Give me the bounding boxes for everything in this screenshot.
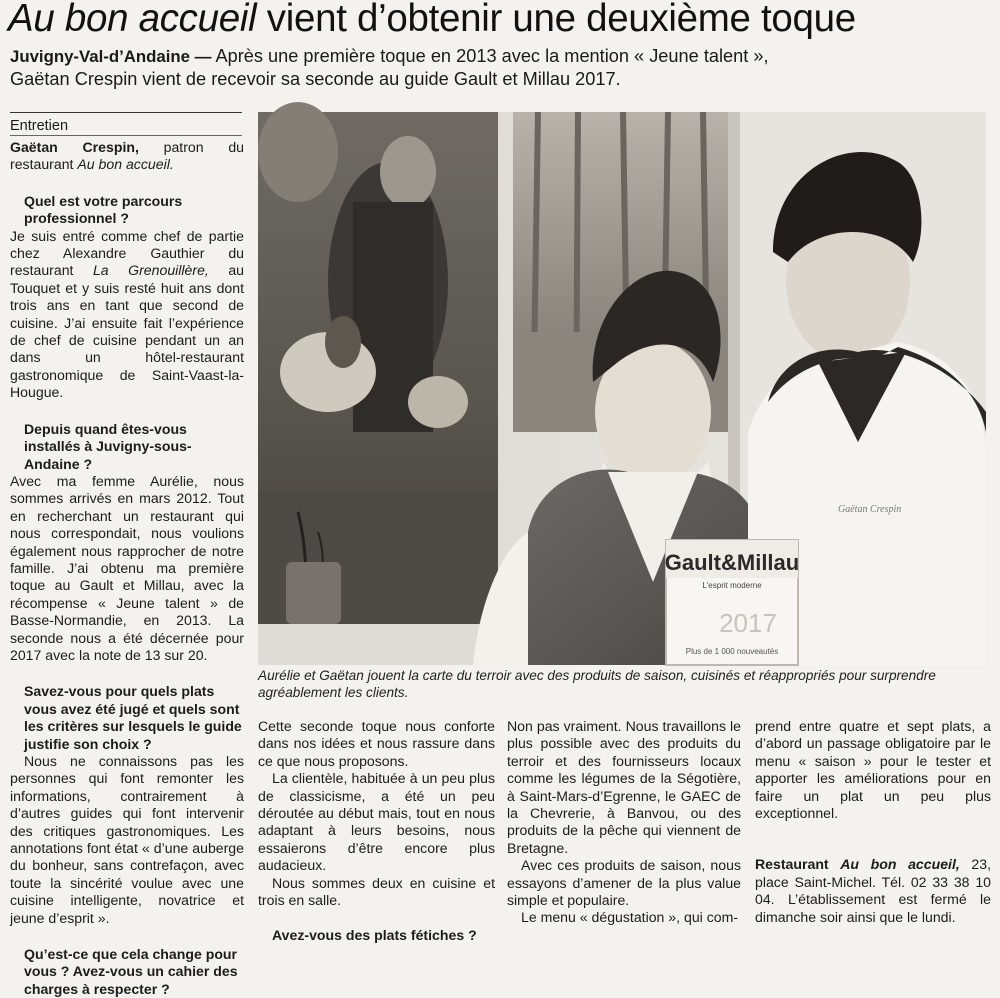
answer-2: Avec ma femme Aurélie, nous sommes arrivés en mars 2012. Tout en recherchant un restaurant qui nous correspondait, nous voulions également nous rapprocher de notre famille. J’ai obtenu ma première toque au Gault et Millau, avec la récompense « Jeune talent » de Basse-Normandie, en 2013. La seconde nous a été décernée pour 2017 avec la note de 13 sur 20. — [10, 472, 244, 663]
column-2 — [258, 718, 495, 945]
column-1-body — [10, 139, 244, 998]
gault-millau-book — [665, 540, 799, 665]
answer-1-post: au Touquet et y suis resté huit ans dont trois ans en tant que second de cuisine. J’ai ensuite fait l’expérience de chef de cuisine pendant un an dans un hôtel-restaurant gastronomique de Saint-Vaast-la-Hougue. — [10, 262, 245, 401]
article-lead — [10, 45, 995, 90]
book-subtitle: L'esprit moderne — [702, 581, 762, 590]
info-label: Restaurant — [755, 856, 841, 873]
question-3: Savez-vous pour quels plats vous avez été jugé et quels sont les critères sur lesquels le guide justifie son choix ? — [24, 683, 242, 752]
intro — [10, 139, 244, 174]
question-4: Qu’est-ce que cela change pour vous ? Avez-vous un cahier des charges à respecter ? — [24, 946, 238, 997]
info-details: 23, place Saint-Michel. Tél. 02 33 38 10 04. L’établissement est fermé le dimanche soir ainsi que le lundi. — [755, 856, 991, 925]
book-year: 2017 — [719, 608, 777, 638]
col3-paragraph-3: Le menu « dégustation », qui com- — [521, 909, 739, 926]
column-3 — [507, 718, 741, 927]
question-5: Avez-vous des plats fétiches ? — [272, 927, 477, 944]
headline-rest: vient d’obtenir une deuxième toque — [256, 0, 856, 40]
column-1 — [10, 118, 244, 135]
column-4 — [755, 718, 991, 926]
col3-paragraph-1: Non pas vraiment. Nous travaillons le plus possible avec des produits du terroir et des fournisseurs locaux comme les légumes de la Ségotière, à Saint-Mars-d’Egrenne, le GAEC de la Chevrerie, à Banvou, ou des produits de la pêche qui viennent de Bretagne. — [507, 718, 741, 856]
lead-line-2: Gaëtan Crespin vient de recevoir sa seconde au guide Gault et Millau 2017. — [10, 69, 621, 89]
answer-3: Nous ne connaissons pas les personnes qui font remonter les informations, contrairement à d’autres guides qui font intervenir des critiques gastronomiques. Les annotations font état « d’une auberge du bonheur, sans contrefaçon, avec toute la sincérité voulue avec une cuisine intelligente, novatrice et jeune d’esprit ». — [10, 753, 244, 926]
answer-1-pre: Je suis entré comme chef de partie chez Alexandre Gauthier du restaurant — [10, 227, 244, 279]
col3-paragraph-2: Avec ces produits de saison, nous essayons d’amener de la plus value simple et populaire. — [507, 857, 741, 909]
intro-text: patron du restaurant — [10, 139, 244, 173]
headline-italic: Au bon accueil — [8, 0, 257, 40]
intro-restaurant: Au bon accueil. — [77, 156, 174, 173]
col2-paragraph-1: Cette seconde toque nous conforte dans nos idées et nous rassure dans ce que nous proposons. — [258, 718, 495, 769]
intro-name: Gaëtan Crespin, — [10, 139, 139, 155]
jacket-embroidery: Gaëtan Crespin — [838, 504, 902, 515]
restaurant-info — [755, 856, 991, 926]
answer-1-italic: La Grenouillère, — [92, 262, 209, 279]
kicker-label: Entretien — [10, 118, 69, 134]
photo-illustration — [258, 112, 986, 665]
lead-line-1: Après une première toque en 2013 avec la mention « Jeune talent », — [211, 46, 769, 66]
kicker-rule — [10, 135, 242, 136]
dateline: Juvigny-Val-d’Andaine — — [10, 47, 212, 66]
article-photo — [258, 112, 986, 665]
question-2: Depuis quand êtes-vous installés à Juvigny-sous-Andaine ? — [24, 420, 192, 472]
article-headline — [8, 0, 998, 42]
book-tagline: Plus de 1 000 nouveautés — [685, 647, 779, 656]
col2-paragraph-2: La clientèle, habituée à un peu plus de classicisme, a été un peu déroutée au début mais, tout en nous adaptant à leurs besoins, nous essaierons d’être encore plus audacieux. — [258, 770, 495, 874]
column-rule — [10, 112, 242, 113]
col2-paragraph-3: Nous sommes deux en cuisine et trois en salle. — [258, 874, 495, 909]
photo-caption: Aurélie et Gaëtan jouent la carte du terroir avec des produits de saison, cuisinés et réappropriés pour surprendre agréablement les clients. — [258, 668, 936, 700]
col4-paragraph-1: prend entre quatre et sept plats, a d’abord un passage obligatoire par le menu « saison » pour le tester et apporter les améliorations pour en faire un plat un peu plus exceptionnel. — [755, 718, 991, 822]
info-restaurant-name: Au bon accueil, — [840, 856, 960, 873]
book-brand: Gault&Millau — [664, 550, 800, 575]
answer-1 — [10, 228, 244, 402]
question-1: Quel est votre parcours professionnel ? — [24, 192, 183, 227]
